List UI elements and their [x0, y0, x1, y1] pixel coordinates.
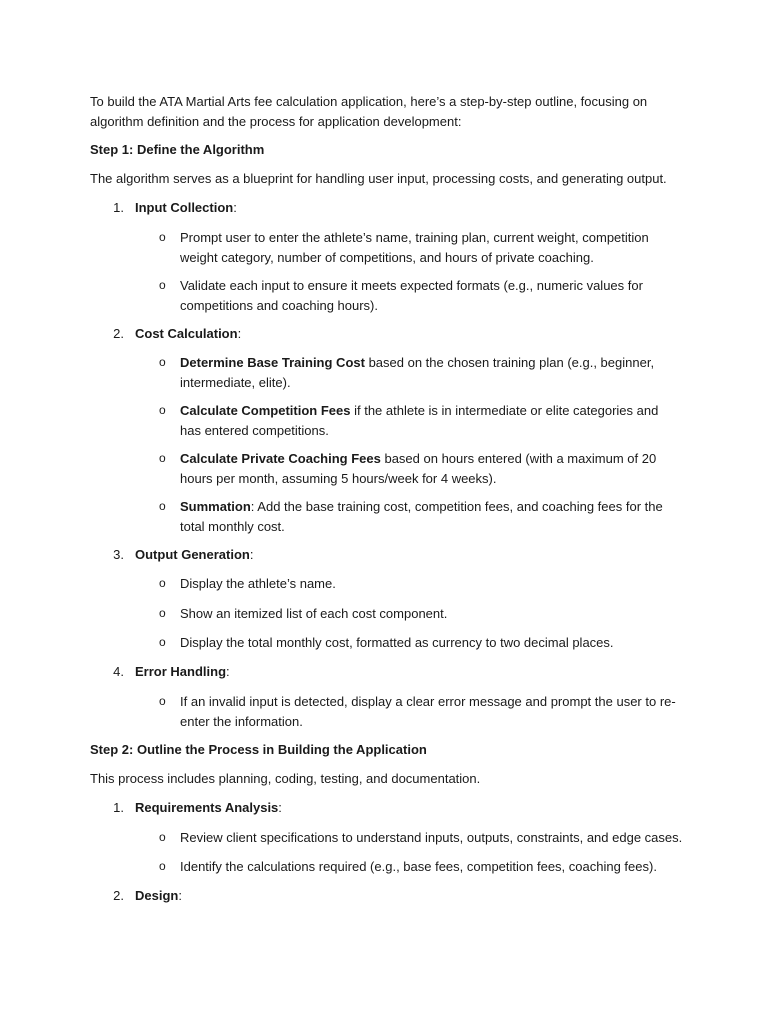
- list-item-title: Output Generation: [135, 547, 250, 562]
- bullet-rest: : Add the base training cost, competition fees, and coaching fees for the total monthly cost.: [180, 499, 663, 534]
- list-item-title: Design: [135, 888, 179, 903]
- bullet-icon: o: [159, 278, 166, 292]
- list-item-title-wrap: [135, 886, 182, 906]
- list-item-title: Cost Calculation: [135, 326, 238, 341]
- list-number: 1.: [113, 800, 124, 815]
- bullet-text: Identify the calculations required (e.g., base fees, competition fees, coaching fees).: [180, 859, 657, 874]
- intro-paragraph: To build the ATA Martial Arts fee calculation application, here’s a step-by-step outline, focusing on algorithm definition and the process for application development:: [90, 94, 648, 129]
- bullet-icon: o: [159, 859, 166, 873]
- list-item-title-wrap: [135, 662, 230, 682]
- bullet-icon: o: [159, 830, 166, 844]
- colon: :: [178, 888, 182, 903]
- list-item-title: Requirements Analysis: [135, 800, 279, 815]
- bullet-text: [180, 497, 680, 536]
- list-item-title-wrap: [135, 324, 241, 344]
- bullet-bold-lead: Calculate Private Coaching Fees: [180, 451, 381, 466]
- list-number: 3.: [113, 547, 124, 562]
- list-number: 2.: [113, 326, 124, 341]
- list-item-title-wrap: [135, 798, 282, 818]
- bullet-icon: o: [159, 576, 166, 590]
- bullet-icon: o: [159, 606, 166, 620]
- colon: :: [278, 800, 282, 815]
- bullet-icon: o: [159, 230, 166, 244]
- step2-description: This process includes planning, coding, testing, and documentation.: [90, 771, 481, 786]
- bullet-icon: o: [159, 355, 166, 369]
- bullet-icon: o: [159, 635, 166, 649]
- list-item-title-wrap: [135, 545, 253, 565]
- bullet-text: Validate each input to ensure it meets expected formats (e.g., numeric values for competitions and coaching hours).: [180, 278, 643, 313]
- colon: :: [237, 326, 242, 341]
- bullet-icon: o: [159, 451, 166, 465]
- list-item-title-wrap: [135, 198, 237, 218]
- bullet-bold-lead: Determine Base Training Cost: [180, 355, 365, 370]
- bullet-icon: o: [159, 499, 166, 513]
- bullet-text: Review client specifications to understand inputs, outputs, constraints, and edge cases.: [180, 830, 683, 845]
- step1-description: The algorithm serves as a blueprint for handling user input, processing costs, and generating output.: [90, 171, 667, 186]
- bullet-text: [180, 449, 680, 488]
- bullet-text: [180, 353, 680, 392]
- list-number: 1.: [113, 200, 124, 215]
- list-item-title: Error Handling: [135, 664, 227, 679]
- colon: :: [249, 547, 254, 562]
- bullet-text: If an invalid input is detected, display a clear error message and prompt the user to re-enter the information.: [180, 694, 676, 729]
- bullet-text: [180, 401, 680, 440]
- colon: :: [226, 664, 230, 679]
- list-item-title: Input Collection: [135, 200, 234, 215]
- bullet-text: Display the athlete’s name.: [180, 576, 336, 591]
- colon: :: [233, 200, 237, 215]
- step2-heading: Step 2: Outline the Process in Building the Application: [90, 742, 427, 757]
- bullet-bold-lead: Calculate Competition Fees: [180, 403, 351, 418]
- bullet-text: Prompt user to enter the athlete’s name, training plan, current weight, competition weight category, number of competitions, and hours of private coaching.: [180, 230, 649, 265]
- bullet-icon: o: [159, 694, 166, 708]
- bullet-rest: if the athlete is in intermediate or elite categories and has entered competitions.: [180, 403, 659, 438]
- bullet-bold-lead: Summation: [180, 499, 251, 514]
- list-number: 2.: [113, 888, 124, 903]
- bullet-text: Display the total monthly cost, formatted as currency to two decimal places.: [180, 635, 614, 650]
- bullet-icon: o: [159, 403, 166, 417]
- bullet-rest: based on the chosen training plan (e.g., beginner, intermediate, elite).: [180, 355, 655, 390]
- step1-heading: Step 1: Define the Algorithm: [90, 142, 265, 157]
- bullet-text: Show an itemized list of each cost component.: [180, 606, 448, 621]
- bullet-rest: based on hours entered (with a maximum of 20 hours per month, assuming 5 hours/week for 4 weeks).: [180, 451, 657, 486]
- list-number: 4.: [113, 664, 124, 679]
